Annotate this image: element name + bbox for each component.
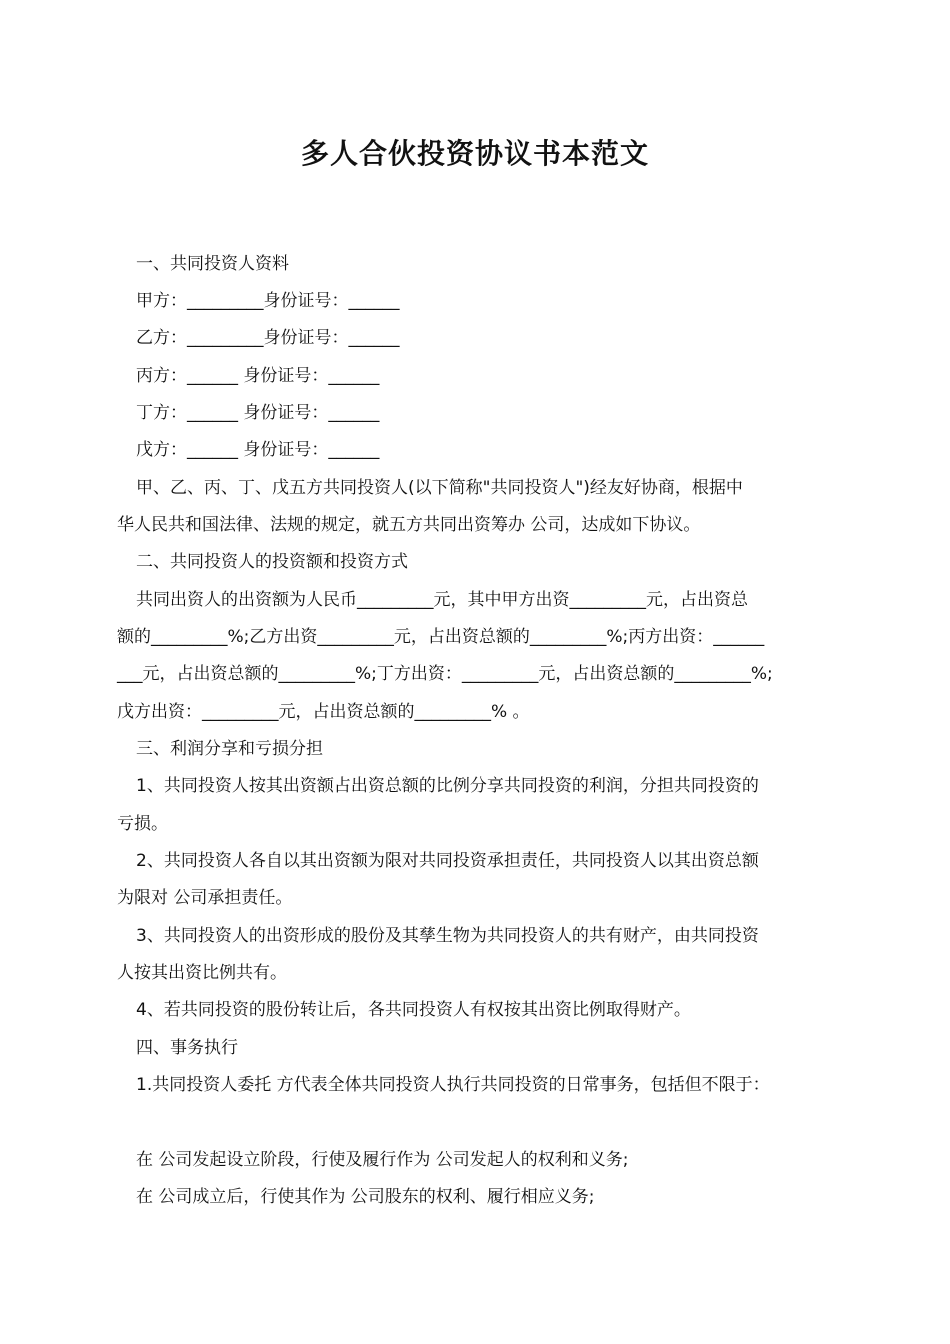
section-heading-3: 三、利润分享和亏损分担	[136, 739, 323, 759]
paragraph-line: 戊方出资：_________元，占出资总额的_________% 。	[117, 702, 530, 722]
paragraph-line: 2、共同投资人各自以其出资额为限对共同投资承担责任，共同投资人以其出资总额	[136, 851, 759, 871]
paragraph-line: 4、若共同投资的股份转让后，各共同投资人有权按其出资比例取得财产。	[136, 1000, 691, 1020]
party-c-line: 丙方：______ 身份证号：______	[136, 366, 380, 386]
section-heading-2: 二、共同投资人的投资额和投资方式	[136, 552, 408, 572]
party-b-line: 乙方：_________身份证号：______	[136, 328, 400, 348]
party-a-line: 甲方：_________身份证号：______	[136, 291, 400, 311]
paragraph-line: 人按其出资比例共有。	[117, 963, 287, 983]
paragraph-line: 甲、乙、丙、丁、戊五方共同投资人(以下简称"共同投资人")经友好协商，根据中	[136, 478, 743, 498]
paragraph-line: 共同出资人的出资额为人民币_________元，其中甲方出资_________元，占出资总	[136, 590, 748, 610]
paragraph-line: 华人民共和国法律、法规的规定，就五方共同出资筹办 公司，达成如下协议。	[117, 515, 701, 535]
paragraph-line: 1、共同投资人按其出资额占出资总额的比例分享共同投资的利润，分担共同投资的	[136, 776, 759, 796]
section-heading-4: 四、事务执行	[136, 1038, 238, 1058]
paragraph-line: 为限对 公司承担责任。	[117, 888, 293, 908]
document-title: 多人合伙投资协议书本范文	[300, 137, 649, 170]
paragraph-line: 1.共同投资人委托 方代表全体共同投资人执行共同投资的日常事务，包括但不限于：	[136, 1075, 770, 1095]
paragraph-line: 亏损。	[117, 814, 168, 834]
paragraph-line: 额的_________%;乙方出资_________元，占出资总额的_________%;丙方出资：______	[117, 627, 765, 647]
paragraph-line: 在 公司发起设立阶段，行使及履行作为 公司发起人的权利和义务;	[136, 1150, 629, 1170]
paragraph-line: 在 公司成立后，行使其作为 公司股东的权利、履行相应义务;	[136, 1187, 595, 1207]
party-d-line: 丁方：______ 身份证号：______	[136, 403, 380, 423]
paragraph-line: ___元，占出资总额的_________%;丁方出资：_________元，占出资总额的_________%;	[117, 664, 773, 684]
section-heading-1: 一、共同投资人资料	[136, 254, 289, 274]
party-e-line: 戊方：______ 身份证号：______	[136, 440, 380, 460]
paragraph-line: 3、共同投资人的出资形成的股份及其孳生物为共同投资人的共有财产，由共同投资	[136, 926, 759, 946]
